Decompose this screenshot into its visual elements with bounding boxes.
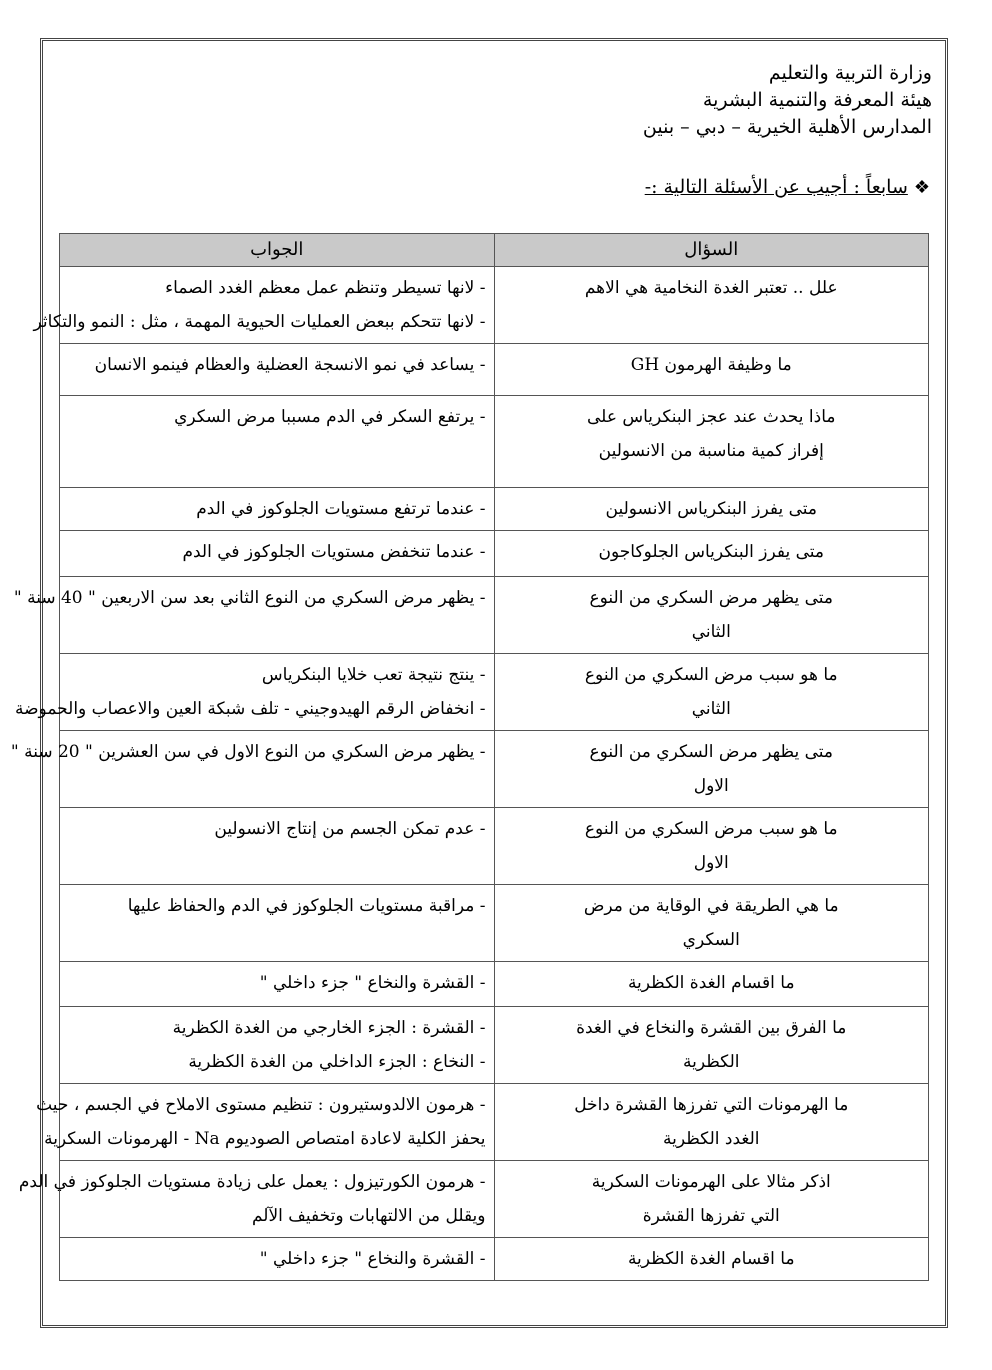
answer-text: - يظهر مرض السكري من النوع الثاني بعد سن الاربعين " 40 سنة " [13, 588, 486, 608]
table-row [60, 885, 929, 962]
answer-cell [36, 1084, 495, 1161]
answer-text: - القشرة والنخاع " جزء داخلي " [259, 973, 486, 993]
diamond-bullet-icon: ❖ [913, 176, 930, 198]
answer-text: ويقلل من الالتهابات وتخفيف الآلم [251, 1206, 486, 1226]
table-row [60, 962, 929, 1007]
table-row [60, 808, 929, 885]
answer-text: - لانها تتحكم ببعض العمليات الحيوية المهمة ، مثل : النمو والتكاثر [33, 312, 486, 332]
question-text: ما الفرق بين القشرة والنخاع في الغدة [576, 1018, 847, 1038]
question-cell [494, 1007, 929, 1084]
answer-text: - يرتفع السكر في الدم مسببا مرض السكري [174, 407, 486, 427]
answer-cell [60, 396, 495, 488]
question-text: علل .. تعتبر الغدة النخامية هي الاهم [584, 278, 838, 298]
question-text: متى يفرز البنكرياس الانسولين [605, 499, 817, 519]
question-text: الاول [693, 776, 729, 796]
table-row [60, 731, 929, 808]
table-row [60, 488, 929, 531]
question-cell [494, 1084, 929, 1161]
answer-text: - القشرة والنخاع " جزء داخلي " [259, 1249, 486, 1269]
answer-cell [60, 488, 495, 531]
question-text: ما وظيفة الهرمون GH [630, 355, 792, 375]
question-text: متى يظهر مرض السكري من النوع [589, 742, 833, 762]
answer-text: - مراقبة مستويات الجلوكوز في الدم والحفاظ عليها [127, 896, 486, 916]
question-text: متى يظهر مرض السكري من النوع [589, 588, 833, 608]
answer-cell [33, 267, 495, 344]
table-row [60, 267, 929, 344]
answer-cell [15, 654, 495, 731]
question-text: إفراز كمية مناسبة من الانسولين [598, 441, 824, 461]
question-text: ما اقسام الغدة الكظرية [627, 1249, 795, 1269]
answer-cell [60, 885, 495, 962]
question-cell [494, 577, 929, 654]
authority-name: هيئة المعرفة والتنمية البشرية [702, 89, 932, 111]
answer-text: - القشرة : الجزء الخارجي من الغدة الكظرية [172, 1018, 486, 1038]
answer-cell [18, 1161, 495, 1238]
question-cell [494, 396, 929, 488]
table-row [60, 531, 929, 577]
question-header: السؤال [494, 234, 929, 267]
school-header [432, 60, 932, 141]
table-row [60, 1238, 929, 1281]
question-text: ما هو سبب مرض السكري من النوع [584, 819, 838, 839]
answer-text: - هرمون الالدوستيرون : تنظيم مستوى الاملاح في الجسم ، حيث [36, 1095, 486, 1115]
answer-cell [60, 531, 495, 577]
answer-text: - عدم تمكن الجسم من إنتاج الانسولين [214, 819, 486, 839]
qa-table [10, 233, 929, 1281]
question-cell [494, 654, 929, 731]
table-row [60, 577, 929, 654]
answer-text: - لانها تسيطر وتنظم عمل معظم الغدد الصماء [165, 278, 486, 298]
answer-cell [10, 731, 495, 808]
question-cell [494, 962, 929, 1007]
table-row [60, 396, 929, 488]
question-cell [494, 808, 929, 885]
question-cell [494, 885, 929, 962]
school-name: المدارس الأهلية الخيرية – دبي – بنين [642, 116, 932, 138]
question-cell [494, 488, 929, 531]
answer-text: - هرمون الكورتيزول : يعمل على زيادة مستويات الجلوكوز في الدم [18, 1172, 486, 1192]
answer-header: الجواب [60, 234, 495, 267]
question-text: التي تفرزها القشرة [642, 1206, 780, 1226]
answer-cell [60, 808, 495, 885]
answer-cell [13, 577, 495, 654]
answer-text: - ينتج نتيجة تعب خلايا البنكرياس [261, 665, 486, 685]
question-cell [494, 531, 929, 577]
table-row [60, 654, 929, 731]
question-cell [494, 344, 929, 396]
section-heading [645, 176, 930, 198]
ministry-name: وزارة التربية والتعليم [768, 62, 932, 84]
answer-text: - النخاع : الجزء الداخلي من الغدة الكظرية [188, 1052, 486, 1072]
question-text: السكري [682, 930, 740, 950]
qa-table-body [10, 267, 929, 1281]
question-text: ما اقسام الغدة الكظرية [627, 973, 795, 993]
question-text: ما هي الطريقة في الوقاية من مرض [583, 896, 839, 916]
question-text: الثاني [691, 699, 731, 719]
question-text: متى يفرز البنكرياس الجلوكاجون [598, 542, 824, 562]
question-cell [494, 731, 929, 808]
question-text: ما الهرمونات التي تفرزها القشرة داخل [574, 1095, 849, 1115]
answer-cell [60, 344, 495, 396]
answer-text: - عندما تنخفض مستويات الجلوكوز في الدم [182, 542, 486, 562]
question-text: ما هو سبب مرض السكري من النوع [584, 665, 838, 685]
table-row [60, 1161, 929, 1238]
question-text: الاول [693, 853, 729, 873]
answer-cell [60, 962, 495, 1007]
table-row [60, 1007, 929, 1084]
answer-text: يحفز الكلية لاعادة امتصاص الصوديوم Na - الهرمونات السكرية [44, 1129, 486, 1149]
answer-text: - عندما ترتفع مستويات الجلوكوز في الدم [196, 499, 486, 519]
question-text: الثاني [691, 622, 731, 642]
table-row [60, 1084, 929, 1161]
question-cell [494, 267, 929, 344]
question-cell [494, 1238, 929, 1281]
question-text: اذكر مثالا على الهرمونات السكرية [591, 1172, 831, 1192]
answer-text: - انخفاض الرقم الهيدوجيني - تلف شبكة العين والاعصاب والحموضة [15, 699, 486, 719]
table-row [60, 344, 929, 396]
question-text: ماذا يحدث عند عجز البنكرياس على [587, 407, 836, 427]
table-header-row [60, 234, 929, 267]
question-cell [494, 1161, 929, 1238]
question-text: الكظرية [683, 1052, 740, 1072]
section-title: سابعاً : أجيب عن الأسئلة التالية :- [644, 176, 908, 198]
answer-text: - يساعد في نمو الانسجة العضلية والعظام فينمو الانسان [94, 355, 486, 375]
question-text: الغدد الكظرية [663, 1129, 760, 1149]
answer-cell [60, 1007, 495, 1084]
answer-cell [60, 1238, 495, 1281]
answer-text: - يظهر مرض السكري من النوع الاول في سن العشرين " 20 سنة " [10, 742, 486, 762]
